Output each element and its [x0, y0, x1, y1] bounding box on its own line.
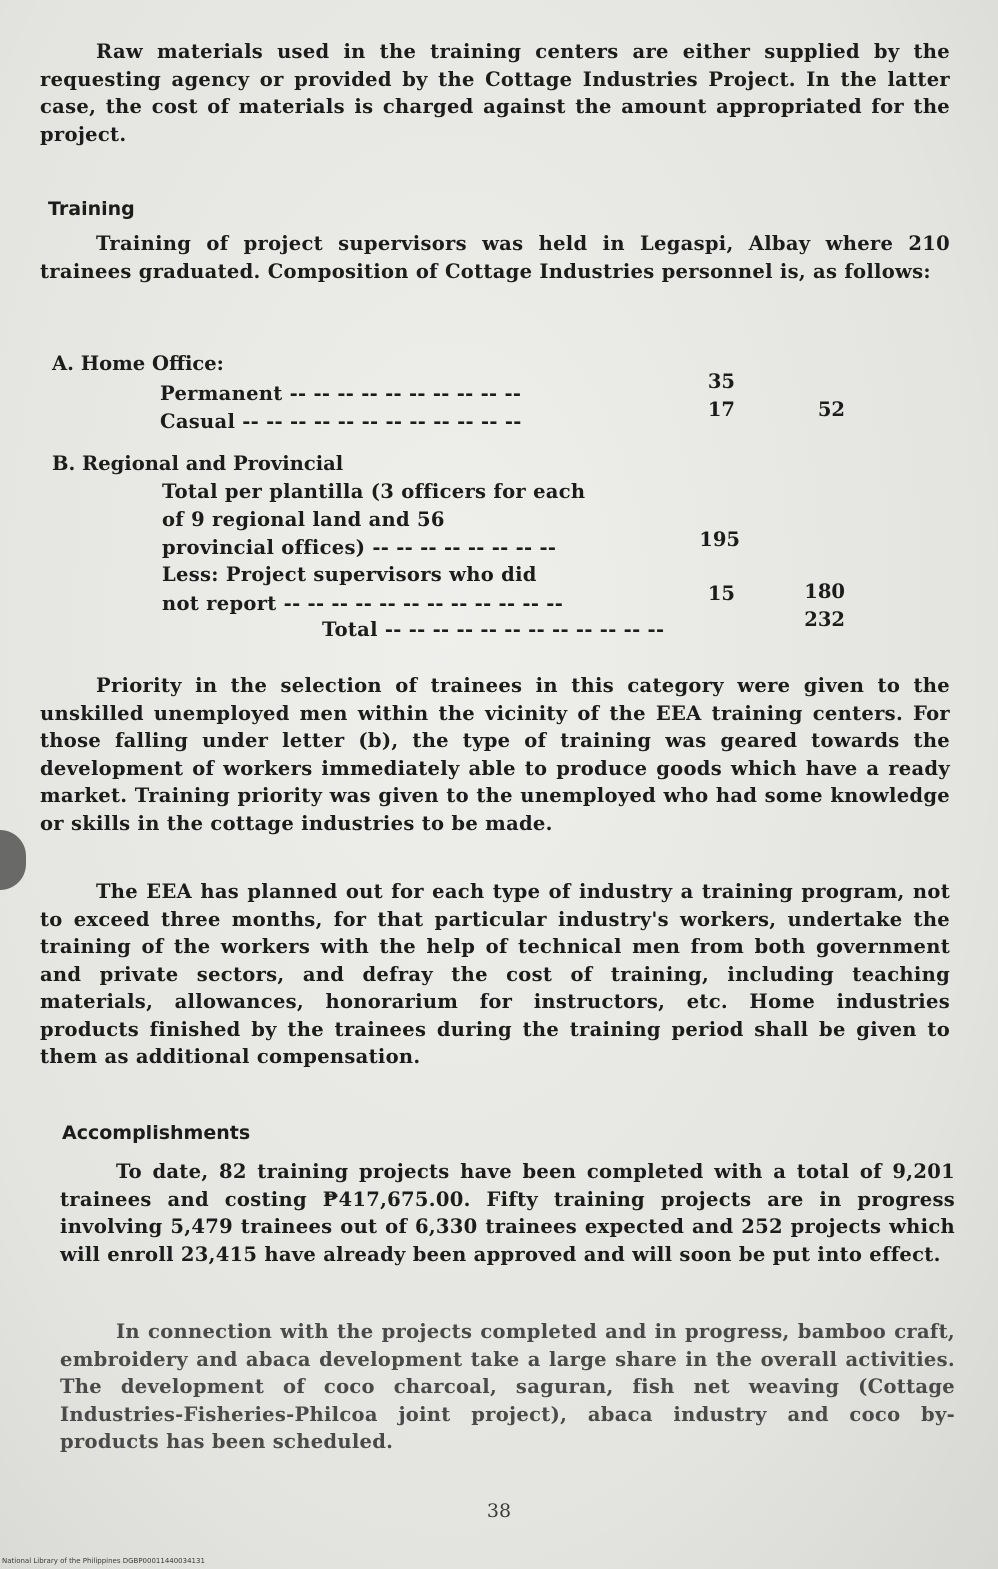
plantilla-line-3: provincial offices) -- -- -- -- -- -- -- --: [162, 536, 557, 559]
paragraph-priority: Priority in the selection of trainees in this category were given to the unskilled unemployed men within the vicinity of the EEA training centers. For those falling under letter (b), the type of training was geared towards the development of workers immediately able to produce goods which have a ready market. Training priority was given to the unemployed who had some knowledge or skills in the cottage industries to be made.: [40, 674, 950, 835]
section-b-label: B. Regional and Provincial: [52, 452, 344, 475]
regional-total: 180: [804, 580, 845, 603]
page-number: 38: [486, 1500, 512, 1522]
casual-row-label: Casual -- -- -- -- -- -- -- -- -- -- -- --: [160, 410, 522, 433]
less-value: 15: [707, 582, 735, 605]
plantilla-line-1: Total per plantilla (3 officers for each: [162, 480, 586, 503]
paragraph-raw-materials: Raw materials used in the training centers are either supplied by the requesting agency or provided by the Cottage Industries Project. In the latter case, the cost of materials is charged against the amount appropriated for the project.: [40, 40, 950, 146]
footer-credit: National Library of the Philippines DGBP00011440034131: [2, 1557, 205, 1565]
less-line-1: Less: Project supervisors who did: [162, 563, 537, 586]
grand-total: 232: [804, 608, 845, 631]
total-label: Total -- -- -- -- -- -- -- -- -- -- -- --: [322, 618, 665, 641]
paragraph-connection: In connection with the projects completed and in progress, bamboo craft, embroidery and abaca development take a large share in the overall activities. The development of coco charcoal, saguran, fish net weaving (Cottage Industries-Fisheries-Philcoa joint project), abaca industry and coco by-products has been scheduled.: [60, 1320, 955, 1453]
paragraph-training: Training of project supervisors was held in Legaspi, Albay where 210 trainees graduated. Composition of Cottage Industries personnel is, as follows:: [40, 232, 950, 283]
binding-edge-mark: [0, 830, 26, 890]
heading-training: Training: [48, 198, 135, 220]
paragraph-eea-plan: The EEA has planned out for each type of industry a training program, not to exceed three months, for that particular industry's workers, undertake the training of the workers with the help of technical men from both government and private sectors, and defray the cost of training, including teaching materials, allowances, honorarium for instructors, etc. Home industries products finished by the trainees during the training period shall be given to them as additional compensation.: [40, 880, 950, 1068]
permanent-value: 35: [707, 370, 735, 393]
paragraph-to-date: To date, 82 training projects have been completed with a total of 9,201 trainees and costing ₱417,675.00. Fifty training projects are in progress involving 5,479 trainees out of 6,330 trainees expected and 252 projects which will enroll 23,415 have already been approved and will soon be put into effect.: [60, 1160, 955, 1266]
less-line-2: not report -- -- -- -- -- -- -- -- -- -- -- --: [162, 592, 564, 615]
home-office-total: 52: [817, 398, 845, 421]
permanent-row-label: Permanent -- -- -- -- -- -- -- -- -- --: [160, 382, 522, 405]
section-a-label: A. Home Office:: [52, 352, 224, 375]
plantilla-line-2: of 9 regional land and 56: [162, 508, 445, 531]
heading-accomplishments: Accomplishments: [62, 1122, 251, 1144]
casual-value: 17: [707, 398, 735, 421]
plantilla-value: 195: [699, 528, 740, 551]
